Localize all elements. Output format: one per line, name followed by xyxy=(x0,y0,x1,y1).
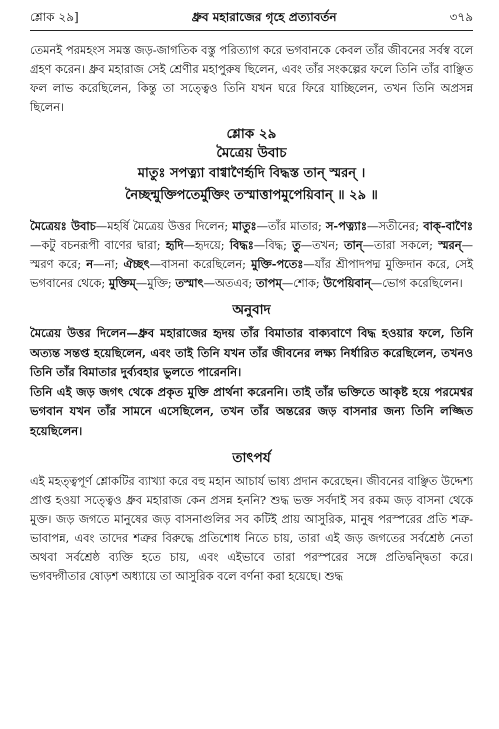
synonym-meaning: —ভোগ করেছিলেন। xyxy=(370,276,463,290)
purport-heading: তাৎপর্য xyxy=(232,450,271,466)
synonym-meaning: —মুক্তি; xyxy=(135,276,176,290)
purport-paragraph: এই মহত্ত্বপূর্ণ শ্লোকটির ব্যাখ্যা করে বহু মহান আচার্য ভাষ্য প্রদান করেছেন। জীবনের বাঞ্ছিত উদ্দেশ্য প্রাপ্ত হওয়া সত্ত্বেও ধ্রুব মহারাজ কেন প্রসন্ন হননি? শুদ্ধ ভক্ত সর্বদাই সব রকম জড় বাসনা থেকে মুক্ত। জড় জগতে মানুষের জড় বাসনাগুলির সব কটিই প্রায় আসুরিক, মানুষ পরস্পরের প্রতি শত্রু-ভাবাপন্ন, এবং তাদের শত্রুর বিরুদ্ধে প্রতিশোধ নিতে চায়, তারা এই জড় জগতের সর্বশ্রেষ্ঠ নেতা অথবা সর্বশ্রেষ্ঠ ব্যক্তি হতে চায়, এবং এইভাবে তারা পরস্পরের সঙ্গে প্রতিদ্বন্দ্বিতা করে। ভগবদ্গীতার ষোড়শ অধ্যায়ে তা আসুরিক বলে বর্ণনা করা হয়েছে। শুদ্ধ xyxy=(30,474,473,583)
synonym-word: বাক্-বাণৈঃ xyxy=(423,219,473,233)
synonym-meaning: —মহর্ষি মৈত্রেয় উত্তর দিলেন; xyxy=(95,219,233,233)
translation-block xyxy=(30,324,473,441)
header-page-number: ৩৭৯ xyxy=(449,10,473,24)
synonym-meaning: —কটু বচনরূপী বাণের দ্বারা; xyxy=(30,238,166,252)
synonym-meaning: —শোক; xyxy=(281,276,324,290)
synonym-word: স্মরন্ xyxy=(438,238,462,252)
synonym-word: তান্ xyxy=(343,238,363,252)
synonym-meaning: —যাঁর শ্রীপাদপদ্ম মুক্তিদান করে, সেই ভগবানের থেকে; xyxy=(30,257,473,290)
synonym-word: মুক্তি-পতেঃ xyxy=(251,257,304,271)
translation-heading: অনুবাদ xyxy=(232,302,271,318)
synonym-meaning: —বাসনা করেছিলেন; xyxy=(149,257,252,271)
translation-paragraph-2: তিনি এই জড় জগৎ থেকে প্রকৃত মুক্তি প্রার্থনা করেননি। তাই তাঁর ভক্তিতে আকৃষ্ট হয়ে পরমেশ্বর ভগবান যখন তাঁর সামনে এসেছিলেন, তখন তাঁর অন্তরের জড় বাসনার জন্য তিনি লজ্জিত হয়েছিলেন। xyxy=(30,384,473,438)
synonym-meaning: —তাঁর মাতার; xyxy=(256,219,326,233)
translation-paragraph-1: মৈত্রেয় উত্তর দিলেন—ধ্রুব মহারাজের হৃদয় তাঁর বিমাতার বাক্যবাণে বিদ্ধ হওয়ার ফলে, তিনি অত্যন্ত সন্তপ্ত হয়েছিলেন, এবং তাই তিনি যখন তাঁর জীবনের লক্ষ্য নির্ধারিত করেছিলেন, তখনও তিনি তাঁর বিমাতার দুর্ব্যবহার ভুলতে পারেননি। xyxy=(30,326,473,379)
synonym-word: হৃদি xyxy=(165,238,184,252)
synonym-meaning: —তারা সকলে; xyxy=(362,238,439,252)
synonym-word: স-পত্ন্যাঃ xyxy=(325,219,367,233)
synonym-word: তু xyxy=(292,238,301,252)
synonym-meaning: —হৃদয়ে; xyxy=(183,238,230,252)
intro-paragraph: তেমনই পরমহংস সমস্ত জড়-জাগতিক বস্তু পরিত্যাগ করে ভগবানকে কেবল তাঁর জীবনের সর্বস্ব বলে গ্রহণ করেন। ধ্রুব মহারাজ সেই শ্রেণীর মহাপুরুষ ছিলেন, এবং তাঁর সংকল্পের ফলে তিনি তাঁর বাঞ্ছিত ফল লাভ করেছিলেন, কিন্তু তা সত্ত্বেও তিনি যখন ঘরে ফিরে যাচ্ছিলেন, তখন তিনি অপ্রসন্ন ছিলেন। xyxy=(30,43,473,114)
header-chapter-title: ধ্রুব মহারাজের গৃহে প্রত্যাবর্তন xyxy=(191,10,337,24)
verse-number: শ্লোক ২৯ xyxy=(226,126,277,142)
running-header xyxy=(30,8,473,30)
synonym-meaning: —অতএব; xyxy=(203,276,256,290)
synonym-meaning: —বিদ্ধ; xyxy=(253,238,293,252)
synonym-word: তাপম্ xyxy=(255,276,282,290)
synonym-word: ঐচ্ছৎ xyxy=(123,257,150,271)
header-rule xyxy=(30,30,473,31)
synonym-meaning: —স্মরণ করে; xyxy=(30,238,473,271)
synonyms-paragraph xyxy=(30,217,473,293)
header-verse-ref: শ্লোক ২৯] xyxy=(30,10,79,24)
verse-line-1: মাতুঃ সপত্ন্যা বাগ্বাণৈর্হৃদি বিদ্ধস্ত তান্ স্মরন্ । xyxy=(137,166,366,181)
synonym-word: বিদ্ধঃ xyxy=(229,238,254,252)
synonym-meaning: —সতীনের; xyxy=(366,219,424,233)
synonym-meaning: —তখন; xyxy=(300,238,344,252)
synonym-word: মৈত্রেয়ঃ উবাচ xyxy=(30,219,96,233)
verse-line-2: নৈচ্ছন্মুক্তিপতের্মুক্তিং তস্মাত্তাপমুপেয়িবান্ ॥ ২৯ ॥ xyxy=(125,188,378,203)
synonym-word: উপেয়িবান্ xyxy=(323,276,371,290)
synonym-word: মুক্তিম্ xyxy=(108,276,136,290)
synonym-meaning: —না; xyxy=(93,257,124,271)
synonym-word: মাতুঃ xyxy=(232,219,257,233)
synonym-word: তস্মাৎ xyxy=(175,276,204,290)
verse-speaker: মৈত্রেয় উবাচ xyxy=(216,145,287,161)
synonym-word: ন xyxy=(86,257,94,271)
